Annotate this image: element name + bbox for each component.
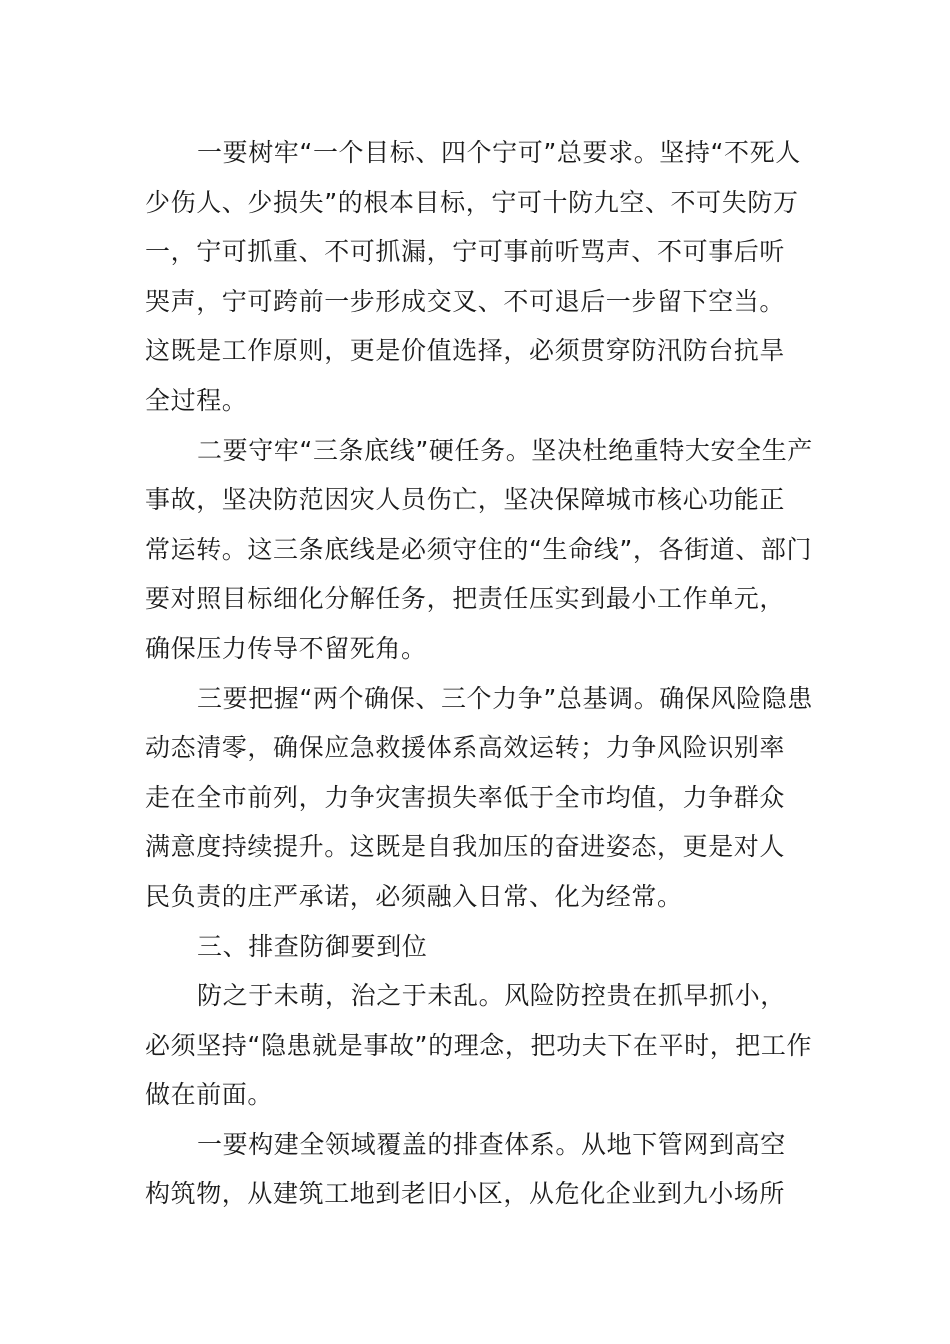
text-line: 防之于未萌，治之于未乱。风险防控贵在抓早抓小， xyxy=(197,981,786,1011)
section-heading xyxy=(145,922,807,972)
text-line: 这既是工作原则，更是价值选择，必须贯穿防汛防台抗旱 xyxy=(145,336,786,366)
text-line: 民负责的庄严承诺，必须融入日常、化为经常。 xyxy=(145,881,683,911)
paragraph-three-bottom-lines xyxy=(145,426,813,674)
text-line: 满意度持续提升。这既是自我加压的奋进姿态，更是对人 xyxy=(145,832,786,862)
text-line: 一要构建全领域覆盖的排查体系。从地下管网到高空 xyxy=(197,1129,786,1159)
text-line: 要对照目标细化分解任务，把责任压实到最小工作单元， xyxy=(145,584,786,614)
text-line: 常运转。这三条底线是必须守住的“生命线”，各街道、部门 xyxy=(145,534,813,564)
text-line: 构筑物，从建筑工地到老旧小区，从危化企业到九小场所 xyxy=(145,1179,786,1209)
text-line: 走在全市前列，力争灾害损失率低于全市均值，力争群众 xyxy=(145,782,786,812)
text-line: 必须坚持“隐患就是事故”的理念，把功夫下在平时，把工作 xyxy=(145,1030,813,1060)
paragraph-inspection-system xyxy=(145,1120,807,1219)
text-line: 一，宁可抓重、不可抓漏，宁可事前听骂声、不可事后听 xyxy=(145,237,786,267)
text-line: 哭声，宁可跨前一步形成交叉、不可退后一步留下空当。 xyxy=(145,286,786,316)
text-line: 全过程。 xyxy=(145,385,248,415)
text-line: 确保压力传导不留死角。 xyxy=(145,633,427,663)
text-line: 事故，坚决防范因灾人员伤亡，坚决保障城市核心功能正 xyxy=(145,485,786,515)
text-line: 做在前面。 xyxy=(145,1080,274,1110)
paragraph-goal-principles xyxy=(145,128,807,426)
paragraph-prevention-intro xyxy=(145,971,813,1120)
text-line: 二要守牢“三条底线”硬任务。坚决杜绝重特大安全生产 xyxy=(197,435,813,465)
document-body xyxy=(145,128,813,1219)
text-line: 一要树牢“一个目标、四个宁可”总要求。坚持“不死人 xyxy=(197,138,801,167)
text-line: 动态清零，确保应急救援体系高效运转；力争风险识别率 xyxy=(145,733,786,763)
text-line: 少伤人、少损失”的根本目标，宁可十防九空、不可失防万 xyxy=(145,187,799,217)
text-line: 三要把握“两个确保、三个力争”总基调。确保风险隐患 xyxy=(197,683,813,713)
paragraph-two-ensures-three-strives xyxy=(145,674,813,922)
section-heading-text: 三、排查防御要到位 xyxy=(197,931,428,961)
